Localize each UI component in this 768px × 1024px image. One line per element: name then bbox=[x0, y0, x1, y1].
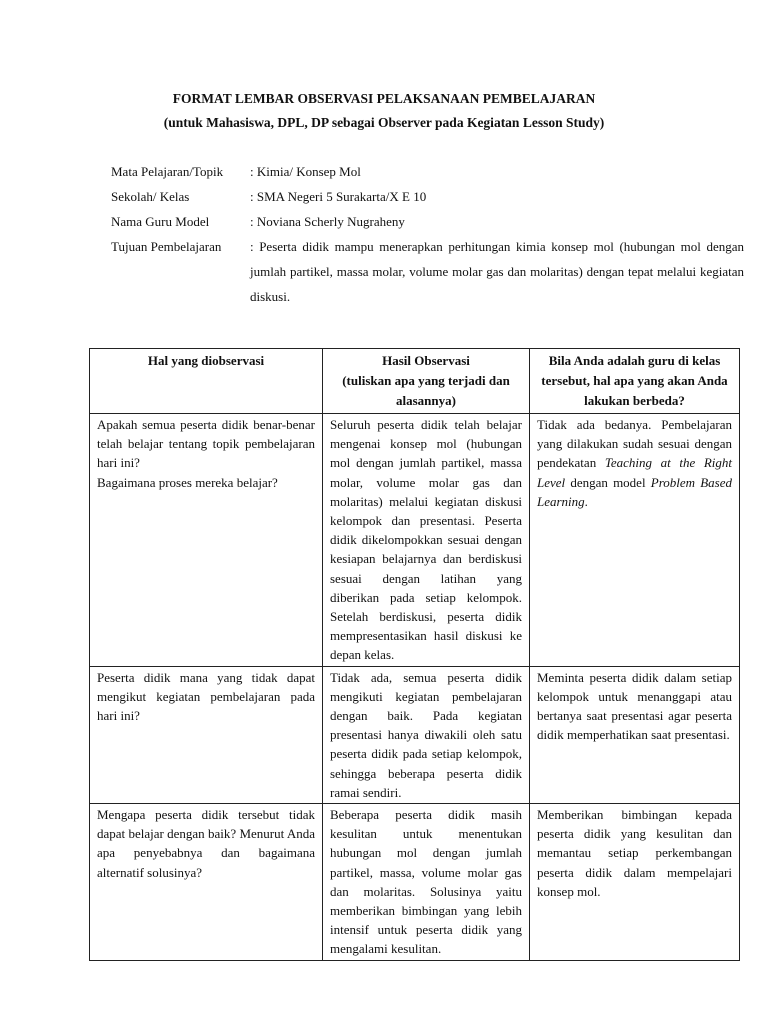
row1-alt-text3: . bbox=[584, 493, 588, 509]
school-value: : SMA Negeri 5 Surakarta/X E 10 bbox=[250, 189, 427, 204]
info-row-teacher bbox=[111, 212, 744, 232]
header-result-title: Hasil Observasi bbox=[382, 353, 470, 368]
row1-question-line1: Apakah semua peserta didik benar-benar telah belajar tentang topik pembelajaran hari ini? bbox=[97, 417, 315, 471]
school-label: Sekolah/ Kelas bbox=[111, 189, 190, 204]
teacher-label: Nama Guru Model bbox=[111, 214, 210, 229]
header-observation-result bbox=[323, 349, 530, 414]
table-header-row bbox=[90, 349, 740, 414]
row1-result: Seluruh peserta didik telah belajar mengenai konsep mol (hubungan mol dengan jumlah partikel, massa molar, volume molar gas dan molaritas) melalui kegiatan diskusi kelompok dan presentasi. Peserta didik dikelompokkan sesuai dengan kesiapan belajarnya dan berdiskusi sesuai dengan latihan yang diberikan pada setiap kelompok. Setelah berdiskusi, peserta didik mempresentasikan hasil diskusi ke depan kelas. bbox=[323, 414, 530, 667]
table-row bbox=[90, 804, 740, 961]
row1-question bbox=[90, 414, 323, 667]
info-row-goal bbox=[111, 237, 744, 309]
subject-label: Mata Pelajaran/Topik bbox=[111, 164, 224, 179]
row2-result: Tidak ada, semua peserta didik mengikuti kegiatan pembelajaran dengan baik. Pada kegiatan presentasi hanya diwakili oleh satu peserta didik pada setiap kelompok, sehingga beberapa peserta didik ramai sendiri. bbox=[323, 666, 530, 803]
header-result-note: (tuliskan apa yang terjadi dan alasannya) bbox=[342, 373, 510, 408]
row3-result: Beberapa peserta didik masih kesulitan untuk menentukan hubungan mol dengan jumlah partikel, massa, volume molar gas dan molaritas. Solusinya yaitu memberikan bimbingan yang lebih intensif untuk peserta didik yang mengalami kesulitan. bbox=[323, 804, 530, 961]
row1-alt-italic1: Teaching at the Right Level bbox=[537, 455, 732, 490]
info-section bbox=[111, 162, 744, 314]
row1-alternative bbox=[530, 414, 740, 667]
row1-alt-text1: Tidak ada bedanya. Pembelajaran yang dilakukan sudah sesuai dengan pendekatan bbox=[537, 417, 732, 471]
goal-label: Tujuan Pembelajaran bbox=[111, 239, 222, 254]
table-row bbox=[90, 414, 740, 667]
teacher-value: : Noviana Scherly Nugraheny bbox=[250, 214, 405, 229]
row2-alternative: Meminta peserta didik dalam setiap kelompok untuk menanggapi atau bertanya saat presentasi agar peserta didik memperhatikan saat presentasi. bbox=[530, 666, 740, 803]
row1-alt-text2: dengan model bbox=[565, 474, 651, 490]
subject-value: : Kimia/ Konsep Mol bbox=[250, 164, 361, 179]
info-row-school bbox=[111, 187, 744, 207]
row1-alt-italic2: Problem Based Learning bbox=[537, 474, 732, 509]
row2-question: Peserta didik mana yang tidak dapat mengikut kegiatan pembelajaran pada hari ini? bbox=[90, 666, 323, 803]
goal-value: : Peserta didik mampu menerapkan perhitungan kimia konsep mol (hubungan mol dengan jumlah partikel, massa molar, volume molar gas dan molaritas) dengan tepat melalui kegiatan diskusi. bbox=[250, 239, 744, 304]
header-observed-item: Hal yang diobservasi bbox=[90, 349, 323, 414]
document-title: FORMAT LEMBAR OBSERVASI PELAKSANAAN PEMBELAJARAN bbox=[172, 91, 596, 106]
row3-alternative: Memberikan bimbingan kepada peserta didik yang kesulitan dan memantau setiap perkembangan peserta didik dalam mempelajari konsep mol. bbox=[530, 804, 740, 961]
header-alternative: Bila Anda adalah guru di kelas tersebut, hal apa yang akan Anda lakukan berbeda? bbox=[530, 349, 740, 414]
document-subtitle: (untuk Mahasiswa, DPL, DP sebagai Observer pada Kegiatan Lesson Study) bbox=[163, 115, 605, 130]
observation-table bbox=[89, 348, 740, 961]
row1-question-line2: Bagaimana proses mereka belajar? bbox=[97, 474, 278, 490]
table-row bbox=[90, 666, 740, 803]
row3-question: Mengapa peserta didik tersebut tidak dapat belajar dengan baik? Menurut Anda apa penyebabnya dan bagaimana alternatif solusinya? bbox=[90, 804, 323, 961]
info-row-subject bbox=[111, 162, 744, 182]
